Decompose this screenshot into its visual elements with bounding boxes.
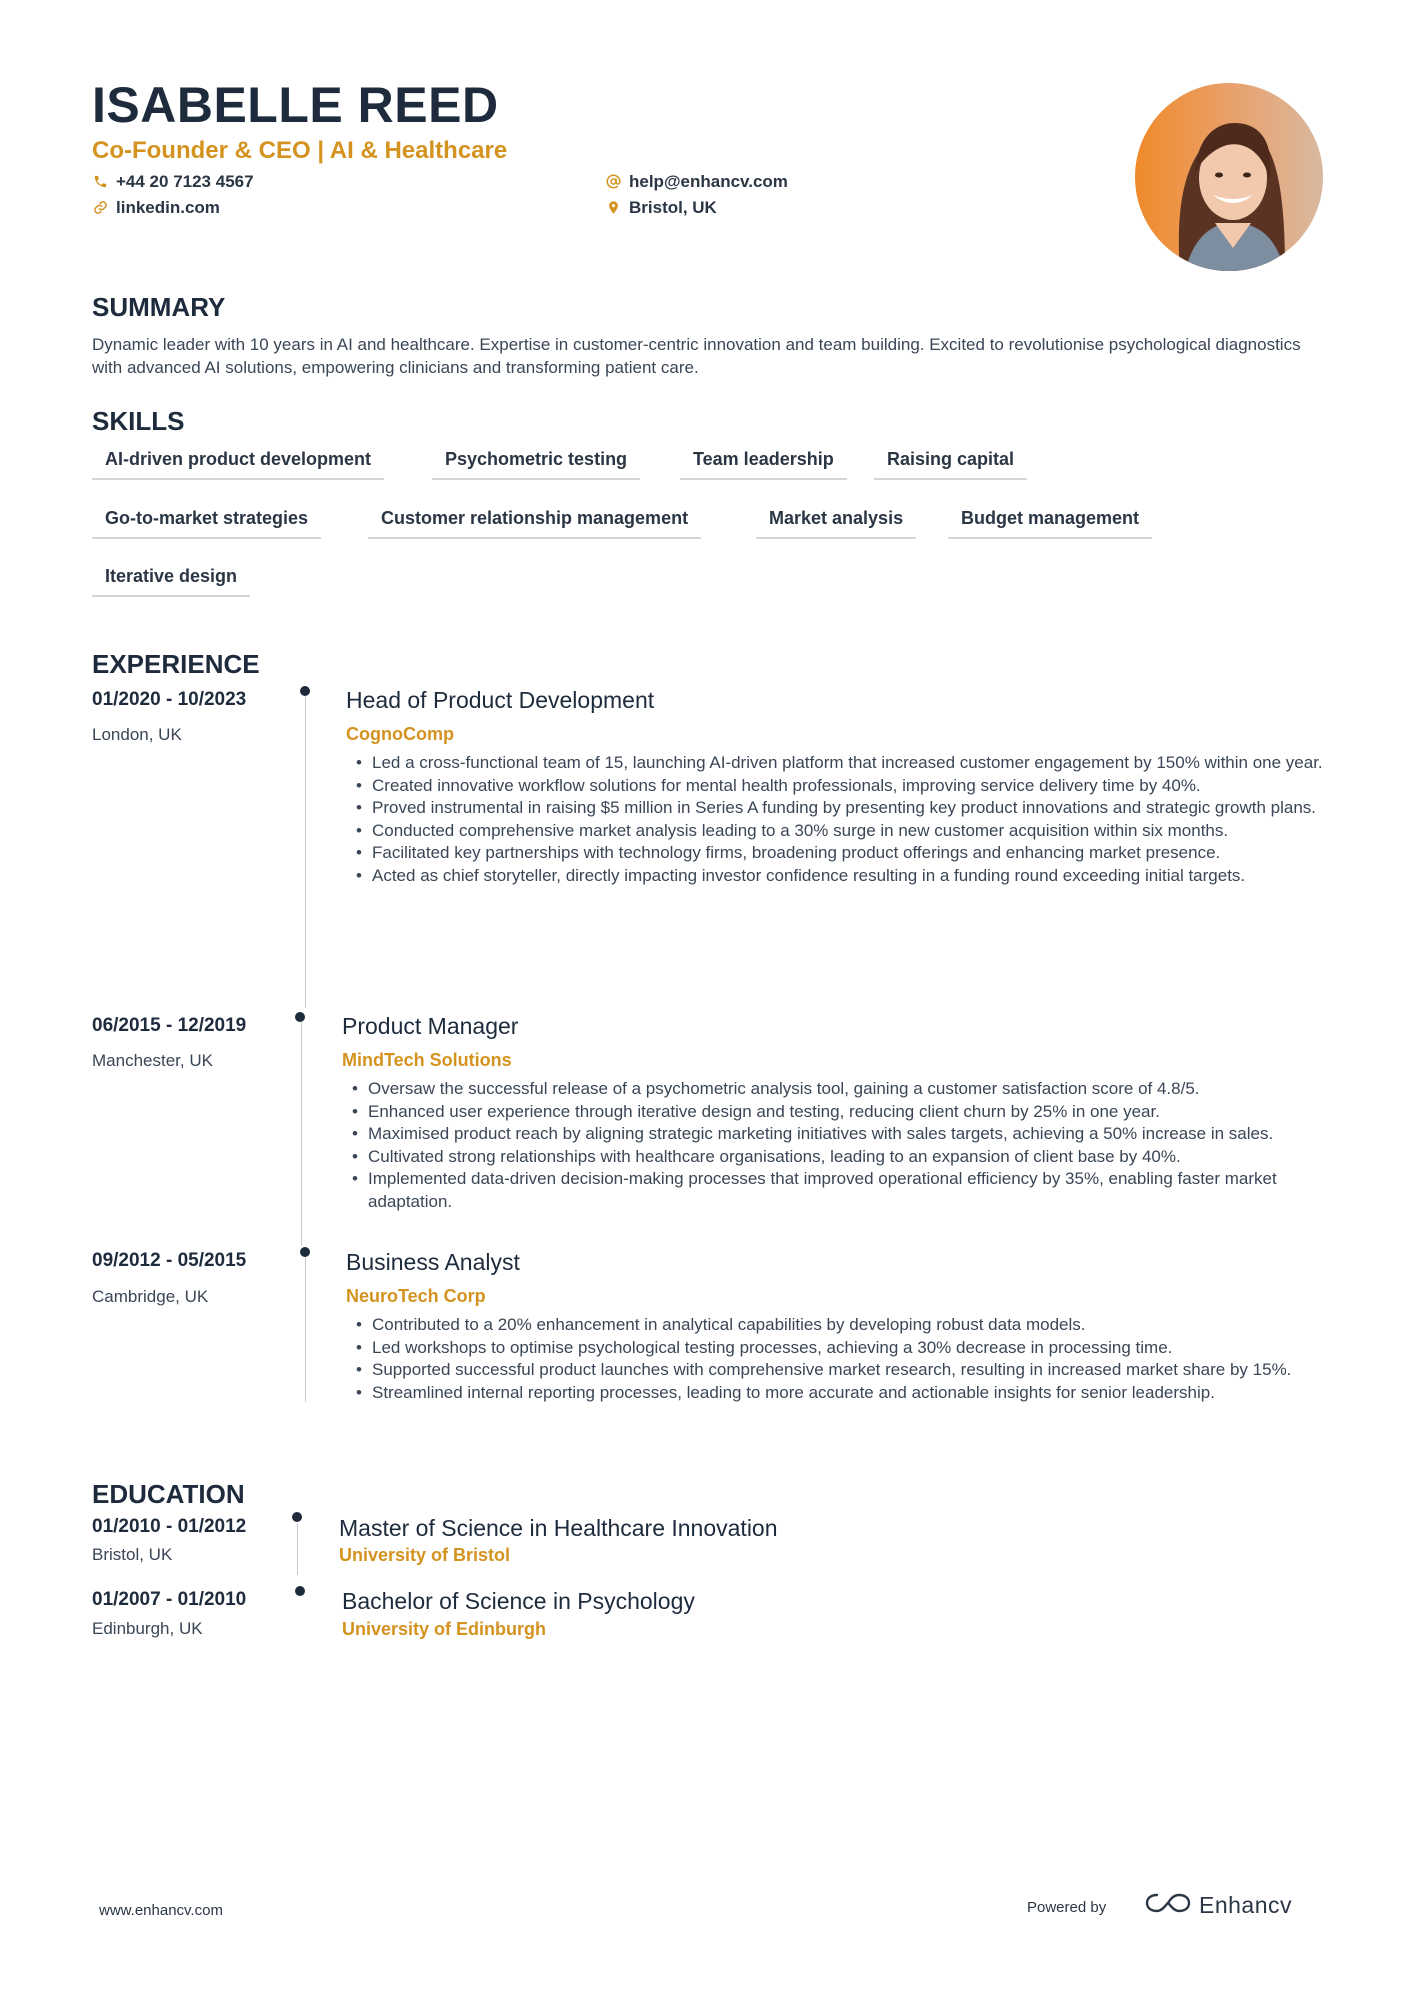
phone-text: +44 20 7123 4567 (116, 172, 254, 191)
job-company: CognoComp (346, 724, 454, 744)
edu-degree: Master of Science in Healthcare Innovation (339, 1515, 778, 1541)
enhancv-logo[interactable] (1145, 1891, 1292, 1920)
timeline-dot (300, 686, 310, 696)
bullet: • Acted as chief storyteller, directly impacting investor confidence resulting in a funding round exceeding initial targets. (352, 865, 1352, 888)
skill-tag: Budget management (948, 505, 1152, 539)
bullet: • Contributed to a 20% enhancement in analytical capabilities by developing robust data models. (352, 1314, 1352, 1337)
job-dates: 06/2015 - 12/2019 (92, 1015, 247, 1036)
job-bullets (352, 1314, 1352, 1404)
email-text: help@enhancv.com (629, 172, 788, 191)
bullet: • Created innovative workflow solutions for mental health professionals, improving service delivery time by 40%. (352, 775, 1352, 798)
location-text: Bristol, UK (629, 198, 717, 217)
linkedin-text: linkedin.com (116, 198, 220, 217)
job-role: Head of Product Development (346, 687, 655, 713)
enhancv-logo-text: Enhancv (1199, 1892, 1293, 1918)
contact-linkedin[interactable] (92, 199, 220, 216)
at-icon (605, 174, 621, 190)
contact-email[interactable] (605, 173, 788, 190)
bullet: • Streamlined internal reporting processes, leading to more accurate and actionable insights for senior leadership. (352, 1382, 1352, 1405)
skill-tag: Team leadership (680, 446, 847, 480)
edu-dates: 01/2010 - 01/2012 (92, 1516, 247, 1537)
bullet: • Conducted comprehensive market analysis leading to a 30% surge in new customer acquisition within six months. (352, 820, 1352, 843)
job-company: NeuroTech Corp (346, 1286, 486, 1306)
edu-school: University of Bristol (339, 1545, 511, 1565)
candidate-name: ISABELLE REED (92, 77, 499, 133)
bullet: • Cultivated strong relationships with healthcare organisations, leading to an expansion of client base by 40%. (348, 1146, 1348, 1169)
summary-text: Dynamic leader with 10 years in AI and healthcare. Expertise in customer-centric innovation and team building. Excited to revolutionise psychological diagnostics with advanced AI solutions, empowering clinicians and transforming patient care. (92, 335, 1301, 377)
timeline-line (301, 1021, 302, 1245)
bullet: • Implemented data-driven decision-making processes that improved operational efficiency by 35%, enabling faster market adaptation. (348, 1168, 1348, 1213)
location-pin-icon (605, 200, 621, 216)
contact-phone (92, 173, 254, 190)
skill-tag: AI-driven product development (92, 446, 384, 480)
timeline-line (305, 1256, 306, 1402)
job-role: Product Manager (342, 1013, 519, 1039)
enhancv-logo-icon (1145, 1891, 1191, 1920)
job-bullets (348, 1078, 1348, 1213)
skills-heading: SKILLS (92, 406, 185, 436)
edu-location: Edinburgh, UK (92, 1619, 203, 1638)
footer-url[interactable]: www.enhancv.com (99, 1902, 223, 1919)
job-location: Cambridge, UK (92, 1287, 209, 1306)
timeline-dot (292, 1512, 302, 1522)
candidate-title: Co-Founder & CEO | AI & Healthcare (92, 137, 508, 164)
job-company: MindTech Solutions (342, 1050, 512, 1070)
bullet: • Supported successful product launches with comprehensive market research, resulting in increased market share by 15%. (352, 1359, 1352, 1382)
profile-photo (1135, 83, 1323, 271)
bullet: • Proved instrumental in raising $5 million in Series A funding by presenting key product innovations and strategic growth plans. (352, 797, 1352, 820)
timeline-dot (295, 1586, 305, 1596)
bullet: • Maximised product reach by aligning strategic marketing initiatives with sales targets, achieving a 50% increase in sales. (348, 1123, 1348, 1146)
timeline-dot (295, 1012, 305, 1022)
skill-tag: Psychometric testing (432, 446, 640, 480)
job-role: Business Analyst (346, 1249, 520, 1275)
edu-dates: 01/2007 - 01/2010 (92, 1589, 247, 1610)
skill-tag: Raising capital (874, 446, 1027, 480)
bullet: • Enhanced user experience through iterative design and testing, reducing client churn by 25% in one year. (348, 1101, 1348, 1124)
bullet: • Facilitated key partnerships with technology firms, broadening product offerings and enhancing market presence. (352, 842, 1352, 865)
education-heading: EDUCATION (92, 1479, 245, 1509)
summary-heading: SUMMARY (92, 292, 226, 322)
skill-tag: Market analysis (756, 505, 916, 539)
job-location: London, UK (92, 725, 182, 744)
edu-degree: Bachelor of Science in Psychology (342, 1588, 695, 1614)
skill-tag: Go-to-market strategies (92, 505, 321, 539)
job-bullets (352, 752, 1352, 887)
edu-school: University of Edinburgh (342, 1619, 547, 1639)
edu-location: Bristol, UK (92, 1545, 173, 1564)
timeline-line (305, 696, 306, 1008)
bullet: • Led workshops to optimise psychological testing processes, achieving a 30% decrease in processing time. (352, 1337, 1352, 1360)
bullet: • Oversaw the successful release of a psychometric analysis tool, gaining a customer satisfaction score of 4.8/5. (348, 1078, 1348, 1101)
phone-icon (92, 174, 108, 190)
timeline-dot (300, 1247, 310, 1257)
job-dates: 01/2020 - 10/2023 (92, 689, 247, 710)
contact-location (605, 199, 717, 216)
bullet: • Led a cross-functional team of 15, launching AI-driven platform that increased customer engagement by 150% within one year. (352, 752, 1352, 775)
powered-by-label: Powered by (1027, 1899, 1107, 1916)
link-icon (92, 200, 108, 216)
skill-tag: Iterative design (92, 563, 250, 597)
skill-tag: Customer relationship management (368, 505, 701, 539)
job-dates: 09/2012 - 05/2015 (92, 1250, 247, 1271)
timeline-line (297, 1523, 298, 1575)
job-location: Manchester, UK (92, 1051, 213, 1070)
experience-heading: EXPERIENCE (92, 649, 260, 679)
